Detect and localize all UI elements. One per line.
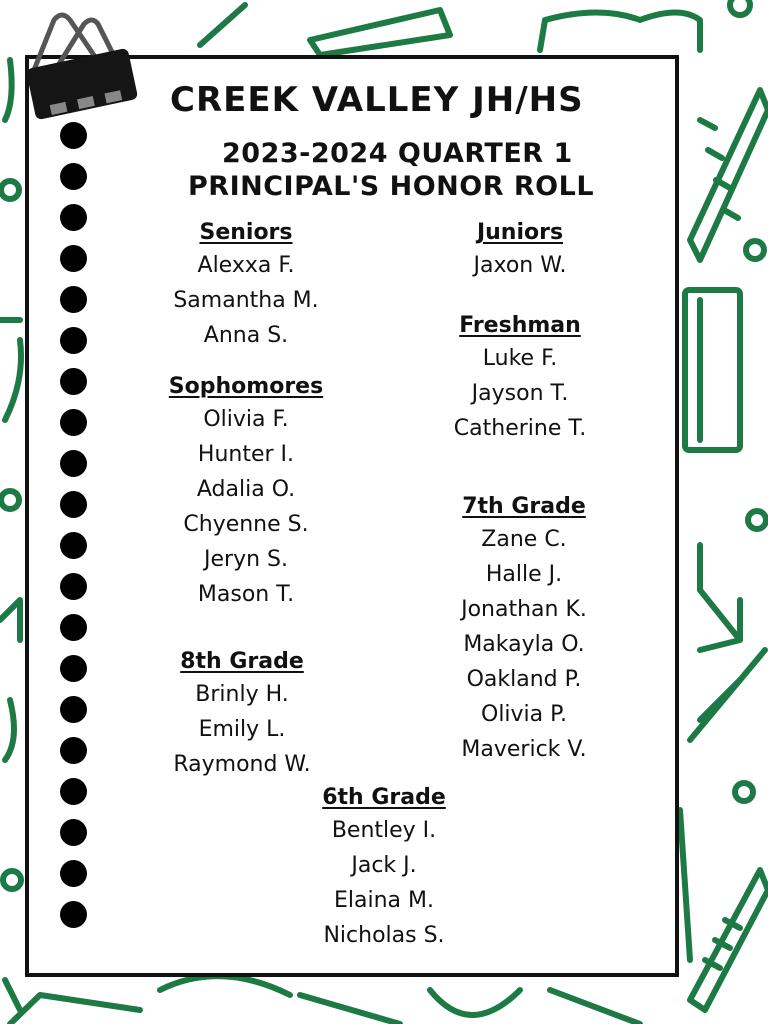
student-name: Anna S. — [203, 323, 289, 348]
binder-hole-icon — [60, 245, 87, 272]
quarter-title: 2023-2024 QUARTER 1 — [222, 138, 573, 169]
open-book-doodle-icon — [540, 13, 700, 51]
circle-doodle-icon — [746, 241, 764, 259]
triangle-doodle-icon — [0, 600, 20, 640]
student-name: Catherine T. — [453, 416, 587, 441]
binder-hole-icon — [60, 778, 87, 805]
juniors-section — [474, 218, 567, 283]
binder-hole-icon — [60, 901, 87, 928]
student-name: Olivia F. — [203, 407, 289, 432]
school-title: CREEK VALLEY JH/HS — [170, 80, 584, 120]
student-name: Samantha M. — [173, 288, 319, 313]
binder-hole-icon — [60, 327, 87, 354]
student-name: Jeryn S. — [204, 547, 288, 572]
section-heading: Seniors — [199, 220, 293, 245]
student-name: Alexxa F. — [197, 253, 295, 278]
section-heading: Juniors — [476, 220, 564, 245]
sophomores-section — [169, 372, 323, 612]
binder-hole-icon — [60, 491, 87, 518]
student-name: Olivia P. — [481, 702, 567, 727]
pencil-doodle-icon — [310, 10, 450, 55]
section-heading: 7th Grade — [462, 494, 586, 519]
student-name: Luke F. — [482, 346, 558, 371]
binder-clip-icon — [24, 10, 144, 132]
student-name: Chyenne S. — [183, 512, 309, 537]
ruler-doodle-icon — [690, 90, 768, 260]
student-name: Bentley I. — [331, 818, 437, 843]
grade7-section — [461, 492, 587, 767]
binder-hole-icon — [60, 450, 87, 477]
binder-hole-icon — [60, 696, 87, 723]
binder-hole-icon — [60, 286, 87, 313]
section-heading: Sophomores — [168, 374, 324, 399]
section-heading: Freshman — [459, 313, 581, 338]
book-doodle-icon — [685, 290, 740, 450]
student-name: Adalia O. — [196, 477, 296, 502]
binder-hole-icon — [60, 573, 87, 600]
binder-hole-icon — [60, 737, 87, 764]
circle-doodle-icon — [3, 871, 21, 889]
honor-roll-title: PRINCIPAL'S HONOR ROLL — [188, 171, 595, 202]
student-name: Elaina M. — [333, 888, 434, 913]
student-name: Jonathan K. — [461, 597, 587, 622]
section-heading: 6th Grade — [322, 785, 446, 810]
student-name: Halle J. — [485, 562, 563, 587]
ruler-doodle-icon — [10, 995, 140, 1024]
binder-hole-icon — [60, 614, 87, 641]
circle-doodle-icon — [735, 783, 753, 801]
student-name: Raymond W. — [173, 752, 311, 777]
binder-hole-icon — [60, 368, 87, 395]
pencil-doodle-icon — [200, 5, 245, 45]
binder-hole-icon — [60, 409, 87, 436]
student-name: Jack J. — [351, 853, 417, 878]
student-name: Oakland P. — [466, 667, 582, 692]
student-name: Zane C. — [481, 527, 567, 552]
flask-doodle-icon — [700, 545, 740, 650]
student-name: Jaxon W. — [473, 253, 567, 278]
student-name: Mason T. — [197, 582, 295, 607]
binder-holes — [60, 122, 90, 942]
student-name: Makayla O. — [463, 632, 585, 657]
freshman-section — [454, 311, 586, 446]
binder-hole-icon — [60, 860, 87, 887]
student-name: Hunter I. — [197, 442, 295, 467]
section-heading: 8th Grade — [180, 649, 304, 674]
binder-hole-icon — [60, 204, 87, 231]
student-name: Jayson T. — [471, 381, 569, 406]
student-name: Maverick V. — [461, 737, 587, 762]
student-name: Nicholas S. — [323, 923, 445, 948]
ruler-doodle-icon — [690, 870, 768, 1010]
seniors-section — [173, 218, 318, 353]
student-name: Brinly H. — [195, 682, 289, 707]
globe-doodle-icon — [160, 976, 290, 995]
grade6-section — [322, 783, 446, 953]
globe-doodle-icon — [5, 340, 21, 420]
circle-doodle-icon — [1, 491, 19, 509]
binder-hole-icon — [60, 819, 87, 846]
circle-doodle-icon — [730, 0, 750, 15]
binder-hole-icon — [60, 532, 87, 559]
binder-hole-icon — [60, 655, 87, 682]
student-name: Emily L. — [198, 717, 286, 742]
binder-hole-icon — [60, 163, 87, 190]
grade8-section — [173, 647, 310, 782]
circle-doodle-icon — [748, 511, 766, 529]
circle-doodle-icon — [1, 181, 19, 199]
